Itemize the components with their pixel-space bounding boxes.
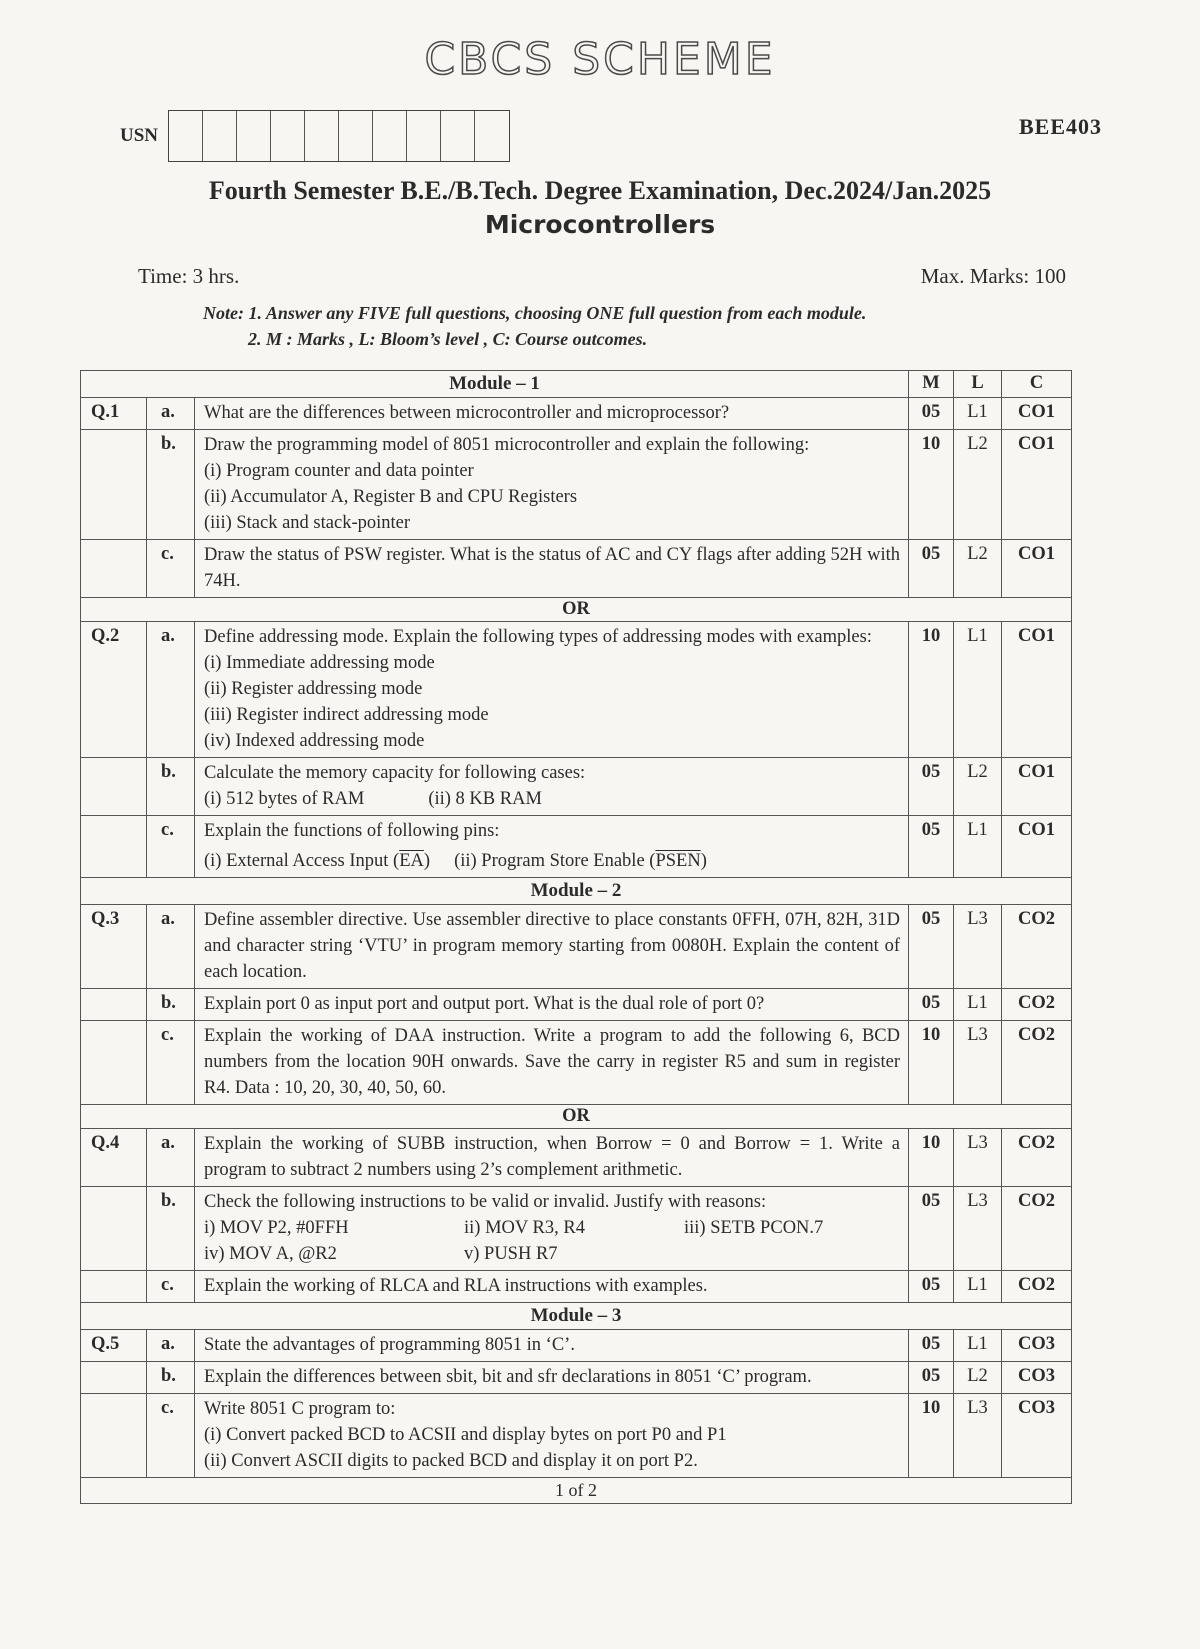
text-line: Explain the functions of following pins: bbox=[204, 821, 500, 841]
table-row bbox=[81, 622, 1072, 758]
text-line: Write 8051 C program to: bbox=[204, 1399, 396, 1419]
question-number bbox=[81, 1394, 147, 1478]
page-footer-row bbox=[81, 1478, 1072, 1504]
pin-ea-post: ) bbox=[423, 851, 431, 871]
question-number bbox=[81, 816, 147, 878]
sub-question: b. bbox=[147, 758, 195, 816]
module-header bbox=[81, 371, 1072, 398]
level-cell: L3 bbox=[954, 1021, 1002, 1105]
marks-cell: 05 bbox=[909, 1271, 954, 1303]
marks-cell: 10 bbox=[909, 430, 954, 540]
question-text bbox=[195, 1362, 909, 1394]
level-cell: L2 bbox=[954, 1362, 1002, 1394]
marks-cell: 05 bbox=[909, 816, 954, 878]
max-marks: Max. Marks: 100 bbox=[920, 264, 1066, 288]
outcome-cell: CO1 bbox=[1002, 540, 1072, 598]
text-line: State the advantages of programming 8051 in ‘C’. bbox=[204, 1335, 575, 1355]
sub-question: c. bbox=[147, 540, 195, 598]
table-row bbox=[81, 905, 1072, 989]
outcome-cell: CO2 bbox=[1002, 1187, 1072, 1271]
exam-title: Fourth Semester B.E./B.Tech. Degree Examination, Dec.2024/Jan.2025 bbox=[208, 176, 992, 205]
text-line: Check the following instructions to be valid or invalid. Justify with reasons: bbox=[204, 1192, 767, 1212]
question-text bbox=[195, 540, 909, 598]
instr-iv: iv) MOV A, @R2 bbox=[204, 1244, 337, 1264]
text-line: (i) Immediate addressing mode bbox=[204, 653, 435, 673]
question-number: Q.5 bbox=[81, 1330, 147, 1362]
question-number: Q.1 bbox=[81, 398, 147, 430]
level-cell: L2 bbox=[954, 430, 1002, 540]
level-cell: L2 bbox=[954, 758, 1002, 816]
outcome-cell: CO2 bbox=[1002, 989, 1072, 1021]
table-row bbox=[81, 430, 1072, 540]
usn-label: USN bbox=[120, 125, 159, 146]
text-line: Calculate the memory capacity for following cases: bbox=[204, 763, 586, 783]
instr-v: v) PUSH R7 bbox=[464, 1244, 558, 1264]
question-number bbox=[81, 1362, 147, 1394]
module-title: Module – 3 bbox=[81, 1303, 1072, 1330]
usn-box bbox=[271, 111, 305, 161]
course-code: BEE403 bbox=[1018, 114, 1102, 139]
usn-boxes bbox=[168, 110, 510, 162]
text-line: (iv) Indexed addressing mode bbox=[204, 731, 425, 751]
question-text bbox=[195, 398, 909, 430]
case-ii: (ii) 8 KB RAM bbox=[428, 789, 542, 809]
question-text bbox=[195, 989, 909, 1021]
level-cell: L3 bbox=[954, 1129, 1002, 1187]
sub-question: c. bbox=[147, 1271, 195, 1303]
outcome-cell: CO3 bbox=[1002, 1330, 1072, 1362]
text-line: Explain the working of DAA instruction. Write a program to add the following 6, BCD numbers from the location 90H onwards. Save the carry in register R5 and sum in register R4. Data : 10, 20, 30, 40, 50, 60. bbox=[204, 1026, 900, 1098]
text-line: (iii) Stack and stack-pointer bbox=[204, 513, 411, 533]
marks-cell: 05 bbox=[909, 989, 954, 1021]
usn-field bbox=[120, 110, 510, 162]
text-line bbox=[204, 1241, 900, 1267]
sub-question: a. bbox=[147, 398, 195, 430]
text-line: (ii) Convert ASCII digits to packed BCD and display it on port P2. bbox=[204, 1451, 698, 1471]
marks-cell: 05 bbox=[909, 1362, 954, 1394]
question-number bbox=[81, 1021, 147, 1105]
usn-box bbox=[203, 111, 237, 161]
outcome-header: C bbox=[1002, 371, 1072, 398]
text-line: Draw the programming model of 8051 microcontroller and explain the following: bbox=[204, 435, 810, 455]
question-text bbox=[195, 1021, 909, 1105]
outcome-cell: CO2 bbox=[1002, 1021, 1072, 1105]
question-number bbox=[81, 1187, 147, 1271]
level-cell: L1 bbox=[954, 1330, 1002, 1362]
question-text bbox=[195, 758, 909, 816]
table-row bbox=[81, 1394, 1072, 1478]
usn-box bbox=[441, 111, 475, 161]
question-number: Q.4 bbox=[81, 1129, 147, 1187]
text-line bbox=[204, 848, 900, 874]
sub-question: c. bbox=[147, 816, 195, 878]
table-row bbox=[81, 816, 1072, 878]
usn-box bbox=[407, 111, 441, 161]
question-number: Q.3 bbox=[81, 905, 147, 989]
pin-ea-pre: (i) External Access Input ( bbox=[204, 851, 400, 871]
question-number bbox=[81, 540, 147, 598]
table-row bbox=[81, 1187, 1072, 1271]
scheme-heading: CBCS SCHEME bbox=[424, 34, 776, 85]
exam-time: Time: 3 hrs. bbox=[138, 264, 240, 288]
text-line: Explain the differences between sbit, bit and sfr declarations in 8051 ‘C’ program. bbox=[204, 1367, 812, 1387]
level-header: L bbox=[954, 371, 1002, 398]
subject-title: Microcontrollers bbox=[484, 210, 716, 239]
text-line: Draw the status of PSW register. What is the status of AC and CY flags after adding 52H with 74H. bbox=[204, 545, 900, 591]
or-label: OR bbox=[81, 598, 1072, 622]
outcome-cell: CO2 bbox=[1002, 1271, 1072, 1303]
marks-cell: 10 bbox=[909, 1021, 954, 1105]
question-number bbox=[81, 989, 147, 1021]
or-row bbox=[81, 598, 1072, 622]
level-cell: L3 bbox=[954, 1394, 1002, 1478]
outcome-cell: CO1 bbox=[1002, 398, 1072, 430]
pin-psen: PSEN bbox=[655, 851, 701, 871]
text-line: (i) Convert packed BCD to ACSII and display bytes on port P0 and P1 bbox=[204, 1425, 727, 1445]
usn-box bbox=[237, 111, 271, 161]
table-row bbox=[81, 758, 1072, 816]
text-line: Explain port 0 as input port and output port. What is the dual role of port 0? bbox=[204, 994, 765, 1014]
or-label: OR bbox=[81, 1105, 1072, 1129]
table-row bbox=[81, 1021, 1072, 1105]
outcome-cell: CO1 bbox=[1002, 430, 1072, 540]
question-text bbox=[195, 430, 909, 540]
marks-cell: 05 bbox=[909, 540, 954, 598]
sub-question: b. bbox=[147, 1362, 195, 1394]
text-line: (ii) Register addressing mode bbox=[204, 679, 423, 699]
level-cell: L1 bbox=[954, 398, 1002, 430]
marks-cell: 10 bbox=[909, 1129, 954, 1187]
marks-header: M bbox=[909, 371, 954, 398]
instr-iii: iii) SETB PCON.7 bbox=[684, 1218, 824, 1238]
text-line: (ii) Accumulator A, Register B and CPU Registers bbox=[204, 487, 578, 507]
table-row bbox=[81, 989, 1072, 1021]
question-number bbox=[81, 1271, 147, 1303]
sub-question: c. bbox=[147, 1021, 195, 1105]
level-cell: L2 bbox=[954, 540, 1002, 598]
sub-question: b. bbox=[147, 989, 195, 1021]
outcome-cell: CO1 bbox=[1002, 758, 1072, 816]
instructions-note bbox=[203, 300, 866, 352]
level-cell: L3 bbox=[954, 905, 1002, 989]
note-line-2: 2. M : Marks , L: Bloom’s level , C: Course outcomes. bbox=[248, 329, 648, 349]
marks-cell: 10 bbox=[909, 622, 954, 758]
marks-cell: 05 bbox=[909, 758, 954, 816]
question-number bbox=[81, 430, 147, 540]
outcome-cell: CO1 bbox=[1002, 816, 1072, 878]
text-line: Define addressing mode. Explain the following types of addressing modes with examples: bbox=[204, 627, 872, 647]
question-text bbox=[195, 622, 909, 758]
sub-question: a. bbox=[147, 1330, 195, 1362]
marks-cell: 05 bbox=[909, 1330, 954, 1362]
usn-box bbox=[169, 111, 203, 161]
sub-question: c. bbox=[147, 1394, 195, 1478]
marks-cell: 05 bbox=[909, 905, 954, 989]
level-cell: L1 bbox=[954, 622, 1002, 758]
level-cell: L1 bbox=[954, 816, 1002, 878]
outcome-cell: CO3 bbox=[1002, 1394, 1072, 1478]
text-line: (iii) Register indirect addressing mode bbox=[204, 705, 489, 725]
usn-box bbox=[373, 111, 407, 161]
question-text bbox=[195, 1330, 909, 1362]
text-line: What are the differences between microcontroller and microprocessor? bbox=[204, 403, 730, 423]
instr-i: i) MOV P2, #0FFH bbox=[204, 1218, 349, 1238]
question-number bbox=[81, 758, 147, 816]
usn-box bbox=[339, 111, 373, 161]
outcome-cell: CO3 bbox=[1002, 1362, 1072, 1394]
level-cell: L1 bbox=[954, 989, 1002, 1021]
table-row bbox=[81, 540, 1072, 598]
text-line: (i) Program counter and data pointer bbox=[204, 461, 474, 481]
outcome-cell: CO2 bbox=[1002, 905, 1072, 989]
text-line bbox=[204, 1215, 900, 1241]
marks-cell: 10 bbox=[909, 1394, 954, 1478]
module-header bbox=[81, 1303, 1072, 1330]
table-row bbox=[81, 1330, 1072, 1362]
outcome-cell: CO1 bbox=[1002, 622, 1072, 758]
question-text bbox=[195, 905, 909, 989]
module-title: Module – 1 bbox=[81, 371, 909, 398]
text-line: Define assembler directive. Use assembler directive to place constants 0FFH, 07H, 82H, 31D and character string ‘VTU’ in program memory starting from 0080H. Explain the content of each location. bbox=[204, 910, 900, 982]
text-line bbox=[204, 786, 900, 812]
sub-question: a. bbox=[147, 905, 195, 989]
sub-question: b. bbox=[147, 430, 195, 540]
table-row bbox=[81, 1271, 1072, 1303]
marks-cell: 05 bbox=[909, 1187, 954, 1271]
question-text bbox=[195, 1394, 909, 1478]
or-row bbox=[81, 1105, 1072, 1129]
sub-question: a. bbox=[147, 622, 195, 758]
text-line: Explain the working of SUBB instruction, when Borrow = 0 and Borrow = 1. Write a program to subtract 2 numbers using 2’s complement arithmetic. bbox=[204, 1134, 900, 1180]
usn-box bbox=[305, 111, 339, 161]
module-title: Module – 2 bbox=[81, 878, 1072, 905]
question-text bbox=[195, 816, 909, 878]
note-line-1: Note: 1. Answer any FIVE full questions, choosing ONE full question from each module. bbox=[203, 303, 867, 323]
level-cell: L3 bbox=[954, 1187, 1002, 1271]
pin-psen-pre: (ii) Program Store Enable ( bbox=[454, 851, 656, 871]
pin-psen-post: ) bbox=[700, 851, 707, 871]
question-text bbox=[195, 1129, 909, 1187]
text-line: Explain the working of RLCA and RLA instructions with examples. bbox=[204, 1276, 708, 1296]
page-number: 1 of 2 bbox=[81, 1478, 1072, 1504]
question-text bbox=[195, 1187, 909, 1271]
table-row bbox=[81, 1362, 1072, 1394]
module-header bbox=[81, 878, 1072, 905]
table-row bbox=[81, 1129, 1072, 1187]
outcome-cell: CO2 bbox=[1002, 1129, 1072, 1187]
table-row bbox=[81, 398, 1072, 430]
question-table bbox=[80, 370, 1072, 1504]
usn-box bbox=[475, 111, 509, 161]
sub-question: b. bbox=[147, 1187, 195, 1271]
question-text bbox=[195, 1271, 909, 1303]
instr-ii: ii) MOV R3, R4 bbox=[464, 1218, 585, 1238]
level-cell: L1 bbox=[954, 1271, 1002, 1303]
marks-cell: 05 bbox=[909, 398, 954, 430]
question-number: Q.2 bbox=[81, 622, 147, 758]
case-i: (i) 512 bytes of RAM bbox=[204, 789, 365, 809]
pin-ea: $\overline{EA}$ bbox=[399, 851, 424, 871]
sub-question: a. bbox=[147, 1129, 195, 1187]
